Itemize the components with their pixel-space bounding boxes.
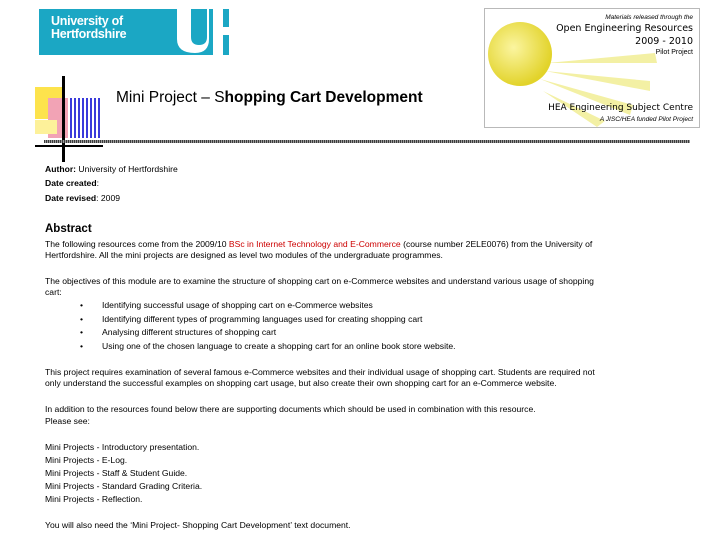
abstract-heading: Abstract xyxy=(45,223,92,235)
abstract-p1-line1 xyxy=(45,239,592,250)
date-revised-line xyxy=(45,193,120,204)
bullet-icon: • xyxy=(80,314,84,324)
university-name-line2: Hertfordshire xyxy=(51,27,127,41)
p1-text-b: (course number 2ELE0076) from the University of xyxy=(400,239,593,249)
bullet-icon: • xyxy=(80,300,84,310)
author-value: University of Hertfordshire xyxy=(76,164,178,174)
doc-list-item: Mini Projects - Staff & Student Guide. xyxy=(45,468,188,478)
hea-oer-badge xyxy=(484,8,700,128)
date-revised-value: : 2009 xyxy=(96,193,121,203)
doc-list-item: Mini Projects - Standard Grading Criteria. xyxy=(45,481,203,491)
bullet-icon: • xyxy=(80,341,84,351)
abstract-p1-line2: Hertfordshire. All the mini projects are designed as level two modules of the undergraduate programmes. xyxy=(45,250,443,260)
hea-jisc-text: A JISC/HEA funded Pilot Project xyxy=(599,116,693,123)
date-revised-label: Date revised xyxy=(45,193,97,203)
date-created-value: : xyxy=(96,178,99,188)
bullet-icon: • xyxy=(80,327,84,337)
university-logo xyxy=(39,9,239,55)
list-item xyxy=(80,341,456,351)
list-item xyxy=(80,327,276,337)
doc-list-item: Mini Projects - Introductory presentation. xyxy=(45,442,200,452)
date-created-label: Date created xyxy=(45,178,97,188)
bullet-text: Using one of the chosen language to create a shopping cart for an online book store website. xyxy=(102,341,456,351)
uh-mark-icon xyxy=(169,9,239,55)
light-yellow-block xyxy=(35,120,57,134)
horizontal-bar xyxy=(35,145,103,147)
separator-rule xyxy=(44,140,690,143)
abstract-p4-line2: Please see: xyxy=(45,416,90,426)
abstract-p4-line1: In addition to the resources found below there are supporting documents which should be used in combination with this resource. xyxy=(45,404,536,414)
hea-pilot-text: Pilot Project xyxy=(655,49,693,56)
list-item xyxy=(80,314,422,324)
hea-years: 2009 - 2010 xyxy=(635,36,693,47)
bullet-text: Identifying different types of programming languages used for creating shopping cart xyxy=(102,314,423,324)
university-name xyxy=(51,15,126,41)
blue-striped-block xyxy=(70,98,102,138)
author-line xyxy=(45,164,178,175)
course-link[interactable]: BSc in Internet Technology and E-Commerce xyxy=(228,239,401,249)
author-label: Author: xyxy=(45,164,77,174)
abstract-p2-line1: The objectives of this module are to examine the structure of shopping cart on e-Commerce websites and understand various usage of shopping xyxy=(45,276,594,286)
title-prefix: Mini Project – S xyxy=(116,89,225,106)
hea-oer-title: Open Engineering Resources xyxy=(556,23,693,34)
hea-centre-text: HEA Engineering Subject Centre xyxy=(548,103,693,113)
list-item xyxy=(80,300,373,310)
page-title xyxy=(116,89,423,107)
p1-text-a: The following resources come from the 2009/10 xyxy=(45,239,229,249)
vertical-bar xyxy=(62,76,65,162)
abstract-p3-line2: only understand the successful examples on shopping cart usage, but also create their own shopping cart for an e-Commerce website. xyxy=(45,378,557,388)
abstract-p3-line1: This project requires examination of several famous e-Commerce websites and their individual usage of shopping cart. Students are required not xyxy=(45,367,595,377)
date-created-line xyxy=(45,178,99,189)
title-bold: hopping Cart Development xyxy=(224,89,423,106)
doc-list-item: Mini Projects - E-Log. xyxy=(45,455,128,465)
doc-list-item: Mini Projects - Reflection. xyxy=(45,494,143,504)
abstract-p5: You will also need the ‘Mini Project- Shopping Cart Development’ text document. xyxy=(45,520,351,530)
bullet-text: Analysing different structures of shopping cart xyxy=(102,327,277,337)
bullet-text: Identifying successful usage of shopping cart on e-Commerce websites xyxy=(102,300,373,310)
hea-released-text: Materials released through the xyxy=(605,14,693,21)
abstract-p2-line2: cart: xyxy=(45,287,62,297)
university-name-line1: University of xyxy=(51,14,123,28)
